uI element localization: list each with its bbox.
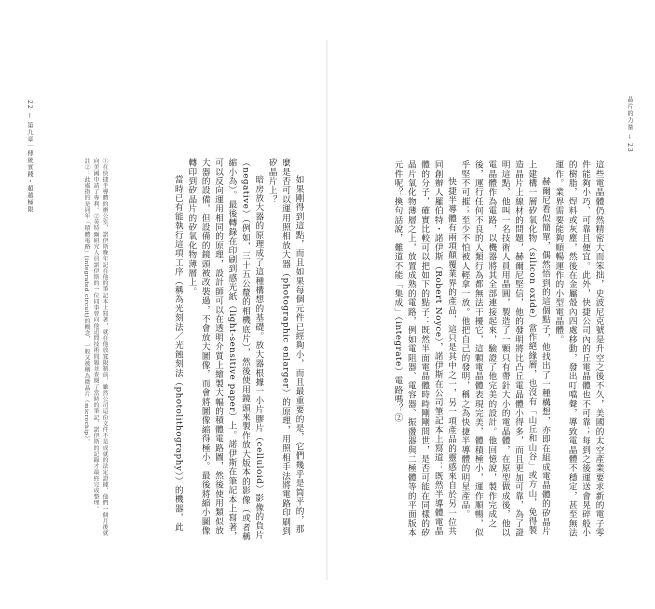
arrow-icon: → (626, 134, 633, 141)
footnote: 註②：此處指的是同年「積體電路」(integrated circuit)的概念，一般又被稱為微晶片（microchip）。 (83, 158, 89, 445)
left-running-head (25, 100, 34, 213)
paragraph: 快捷半導體有兩項顛覆業界的產品，這只是其中之一，另一項產品的靈感來自於另一位共同創辦人羅伯特・諾伊斯（Robert Noyce），諾伊斯在公司筆記本上寫道：既然半導體電晶體的分子，確實比較可以把如下的點子：既然半面電晶體時時剛剛問世，是否可能在同樣的矽晶片氧化物薄層之上，放置成熟的電路，例如電阻器、電容器、振盪器與二極體等的平面版本元件呢？換句話說，難道不能「集成」（integrate）電路嗎？② (392, 160, 457, 538)
arrow-icon: ← (26, 112, 33, 119)
paragraph: 這些電晶體仍然精密大而笨拙，史波尼克號是升空之後不久，美國的太空產業要求新的電子零件能夠小巧、可靠且便宜。此外，快捷公司內的丘電晶體也不可靠；每到之後運送會晃碎般小的樹脂，焊料或灰塵，然後在金屬殼內四處移動，發出叮噹聲，導致電晶體不穩定，甚至無法運作。業界需要能夠順暢運作的小型電晶體。 (553, 160, 604, 538)
paragraph: 赫爾尼看似簡單，偶然悟到的這個點子，他找出了一種構想，亦即在組成電晶體的矽晶片上建構一層矽氧化物（silicon oxide）當作絕緣層，也沒有「山丘和山谷」或方山，免得製造晶片上線材的問題，赫爾尼堅信，他的發明將比凸丘電晶體小得多，而且更加可靠，為了證明這點，他叫一名技術人員用晶圓，製造了一顆只有帶針大小的電晶體，在原型做成後，他以電晶體作為電路，以機器將其全部連接起來，驗證了他完美的設計。他回憶說，製作完成之後，運行任何不良的人類行為都無法干擾它，這顆電晶體表現完美，體積極小，運作順暢，似乎堅不可摧；至少不怕被人輕拿一放。他把自己的發明，稱之為快捷半導體的明星產品。 (459, 160, 551, 538)
left-body-text (115, 158, 305, 542)
footnotes (50, 158, 108, 542)
left-page-number: 22 (26, 100, 33, 110)
paragraph: 暗房放大器的原理成了這種構想的基礎。放大器根據一小片膠片（celluloid）影像的負片（negative）（例如，三十五公釐的相機底片），然後使用鏡頭來製作放大版本的影像（或者稱縮小為）。最後轉錄在印刷到感光紙（light-sensitive paper）上。諾伊斯在筆記本上寫著，可以反向運用相同的原理，設計師可以在透明介質上繪製大幅的積體電路圖，然後使用類似放大器的設備，但設備的鏡頭被改裝過，不會放大圖像，而會將圖像縮得極小。最後將縮小圖像轉印到矽晶片的矽氧化物薄層上。 (186, 158, 264, 542)
paragraph: 當時已有能執行這項工序（稱為光刻法／光蝕刻法（photolithography））的機器，此 (173, 175, 184, 532)
paragraph: 如果剛得到這點，而且如果每個元件已經夠小，而且最重要的是，它們幾乎是筒平的，那麼是否可以運用照相放大器（photographic enlarger）的原理，用照相手法將電路印刷到矽晶片上？ (267, 158, 304, 536)
footnote: ①在快捷半導體的辦公室，諾伊斯晚年記在他的筆記本上寫著，就在他放寬限制前，雖然公司這份文件不是成就的法定證據，他們一個月後就向美國申請了專利。②英特爾研究人員諾伊斯的一位同事曾向他追問技術問題並查閱了當時的筆記，諾伊斯的記錄才最終完成整理。 (92, 158, 107, 537)
left-running-head-text: 第九章｜傳統實踐・超越極限 (26, 121, 33, 213)
right-running-head (625, 96, 634, 153)
right-running-head-text: 晶片的力量 (626, 96, 633, 131)
right-body-text (357, 160, 605, 542)
right-page-number: 23 (626, 143, 633, 153)
